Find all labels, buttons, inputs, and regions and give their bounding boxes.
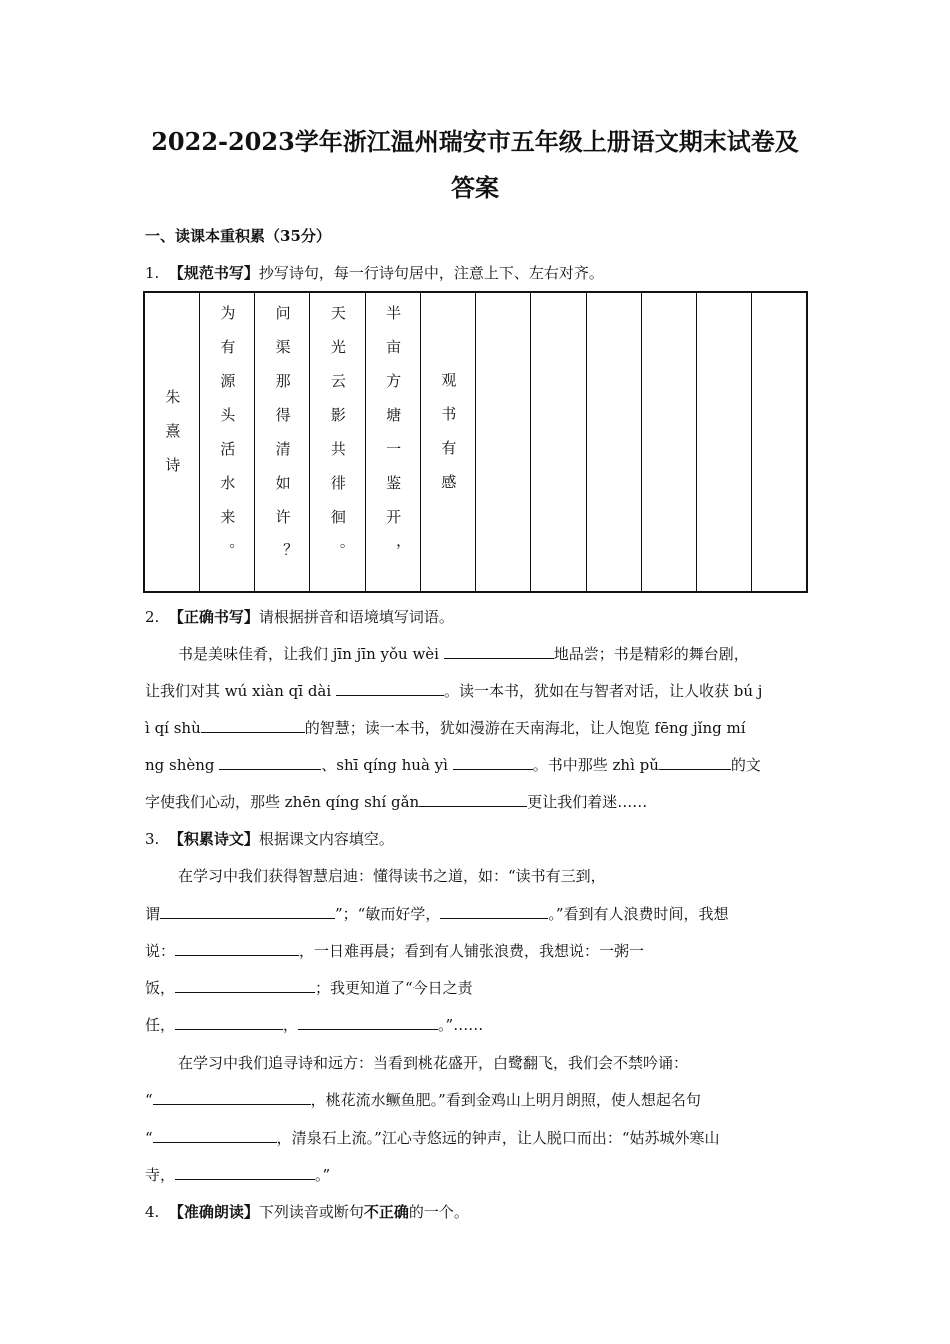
grid-cell-line-3 <box>255 292 310 592</box>
grid-cell-author <box>144 292 199 592</box>
poem-line-3: 问渠那得清如许？ <box>273 305 292 577</box>
grid-cell-title <box>420 292 475 592</box>
q2-text-segment: 字使我们心动，那些 zhēn qíng shí gǎn <box>145 793 420 811</box>
answer-blank[interactable] <box>201 718 305 733</box>
grid-cell-empty[interactable] <box>531 292 586 592</box>
q4-text: 下列读音或断句 <box>258 1203 364 1221</box>
q4-emphasis: 不正确 <box>363 1203 409 1221</box>
q3-text-segment: ”；“敏而好学， <box>335 905 441 923</box>
q2-text-segment: 。读一本书，犹如在与智者对话，让人收获 bú j <box>443 682 763 700</box>
answer-blank[interactable] <box>219 755 321 770</box>
q3-text-segment: 说： <box>145 942 176 960</box>
grid-cell-line-2 <box>310 292 365 592</box>
q3-line-4 <box>145 977 808 998</box>
answer-blank[interactable] <box>444 644 554 659</box>
q3-text-segment: 谓 <box>145 905 161 923</box>
q3-line-6: 在学习中我们追寻诗和远方：当看到桃花盛开，白鹭翻飞，我们会不禁吟诵： <box>178 1054 689 1072</box>
q3-text-segment: 任， <box>145 1016 176 1034</box>
q2-line-4 <box>145 754 808 775</box>
grid-cell-empty[interactable] <box>697 292 752 592</box>
q3-text-segment: 饭， <box>145 979 176 997</box>
copy-grid <box>143 291 808 593</box>
q2-line-1 <box>178 643 808 664</box>
q3-text-segment: ；我更知道了“今日之责 <box>315 979 473 997</box>
poem-line-2: 天光云影共徘徊。 <box>328 305 347 577</box>
answer-blank[interactable] <box>153 1090 311 1105</box>
q2-text-segment: 、shī qíng huà yì <box>321 756 453 774</box>
poem-line-4: 为有源头活水来。 <box>218 305 237 577</box>
q2-text-segment: ng shèng <box>145 756 220 774</box>
q3-text-segment: “ <box>145 1091 153 1109</box>
answer-blank[interactable] <box>175 978 315 993</box>
q3-text: 根据课文内容填空。 <box>258 830 394 848</box>
answer-blank[interactable] <box>419 792 527 807</box>
answer-blank[interactable] <box>453 755 533 770</box>
answer-blank[interactable] <box>440 904 548 919</box>
q2-prompt <box>145 606 808 627</box>
q4-tag: 【准确朗读】 <box>168 1203 259 1221</box>
q3-line-7 <box>145 1089 808 1110</box>
answer-blank[interactable] <box>298 1015 438 1030</box>
q2-text-segment: 地品尝；书是精彩的舞台剧， <box>553 645 749 663</box>
q3-text-segment: ， <box>283 1016 299 1034</box>
q1-text: 抄写诗句，每一行诗句居中，注意上下、左右对齐。 <box>258 264 604 282</box>
q3-line-2 <box>145 903 808 924</box>
grid-cell-empty[interactable] <box>586 292 641 592</box>
q2-text-segment: 的智慧；读一本书，犹如漫游在天南海北，让人饱览 fēng jǐng mí <box>304 719 746 737</box>
q3-line-3 <box>145 940 808 961</box>
grid-cell-line-4 <box>199 292 254 592</box>
answer-blank[interactable] <box>175 1165 315 1180</box>
q2-tag: 【正确书写】 <box>168 608 259 626</box>
grid-cell-empty[interactable] <box>752 292 807 592</box>
q1-prompt <box>145 262 808 283</box>
q3-text-segment: 。”看到有人浪费时间，我想 <box>548 905 729 923</box>
q3-line-9 <box>145 1164 808 1185</box>
q3-text-segment: “ <box>145 1129 153 1147</box>
q2-line-5 <box>145 791 808 812</box>
q3-text-segment: 。” <box>315 1166 331 1184</box>
q1-tag: 【规范书写】 <box>168 264 259 282</box>
q2-line-2 <box>145 680 808 701</box>
answer-blank[interactable] <box>659 755 731 770</box>
q3-text-segment: 寺， <box>145 1166 176 1184</box>
q3-tag: 【积累诗文】 <box>168 830 259 848</box>
q3-text-segment: ，一日难再晨；看到有人铺张浪费，我想说：一粥一 <box>299 942 645 960</box>
q3-text-segment: ，清泉石上流。”江心寺悠远的钟声，让人脱口而出：“姑苏城外寒山 <box>276 1129 720 1147</box>
doc-title-line-1: 2022-2023学年浙江温州瑞安市五年级上册语文期末试卷及 <box>151 127 799 156</box>
q3-prompt <box>145 828 808 849</box>
q3-line-1: 在学习中我们获得智慧启迪：懂得读书之道，如：“读书有三到， <box>178 867 606 885</box>
q3-line-5 <box>145 1014 808 1035</box>
answer-blank[interactable] <box>160 904 335 919</box>
q4-number: 4. <box>145 1203 160 1221</box>
grid-cell-line-1 <box>365 292 420 592</box>
grid-cell-empty[interactable] <box>641 292 696 592</box>
q3-line-8 <box>145 1127 808 1148</box>
answer-blank[interactable] <box>336 681 444 696</box>
q4-prompt <box>145 1201 808 1222</box>
q2-text-segment: ì qí shù <box>145 719 201 737</box>
q4-text-end: 的一个。 <box>408 1203 469 1221</box>
q2-line-3 <box>145 717 808 738</box>
poem-title: 观书有感 <box>439 372 458 508</box>
q2-text-segment: 让我们对其 wú xiàn qī dài <box>145 682 336 700</box>
q2-number: 2. <box>145 608 160 626</box>
q2-text-segment: 书是美味佳肴，让我们 jīn jīn yǒu wèi <box>178 645 444 663</box>
q3-number: 3. <box>145 830 160 848</box>
doc-title-line-2: 答案 <box>451 173 499 202</box>
q2-text: 请根据拼音和语境填写词语。 <box>258 608 454 626</box>
answer-blank[interactable] <box>175 1015 283 1030</box>
poem-author: 朱熹诗 <box>163 389 182 491</box>
grid-cell-empty[interactable] <box>476 292 531 592</box>
poem-line-1: 半亩方塘一鉴开， <box>384 305 403 577</box>
answer-blank[interactable] <box>153 1128 277 1143</box>
q2-text-segment: 。书中那些 zhì pǔ <box>532 756 659 774</box>
section-heading: 一、读课本重积累（35分） <box>145 227 331 245</box>
q1-number: 1. <box>145 264 160 282</box>
answer-blank[interactable] <box>175 941 299 956</box>
q2-text-segment: 更让我们着迷…… <box>527 793 648 811</box>
q3-text-segment: 。”…… <box>438 1016 484 1034</box>
q3-text-segment: ，桃花流水鳜鱼肥。”看到金鸡山上明月朗照，使人想起名句 <box>310 1091 701 1109</box>
q2-text-segment: 的文 <box>730 756 761 774</box>
